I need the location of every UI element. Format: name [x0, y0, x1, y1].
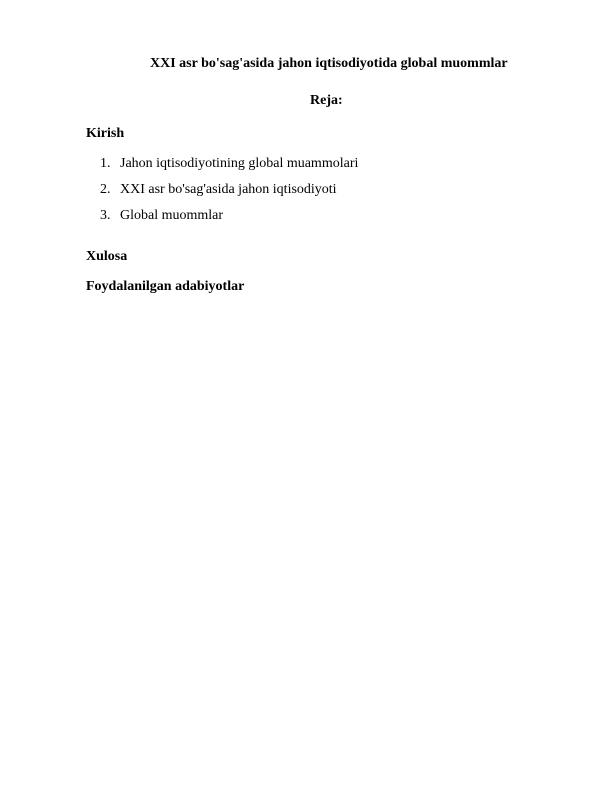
plan-list-item: [100, 182, 358, 208]
plan-label: Reja:: [310, 93, 343, 108]
conclusion-heading: Xulosa: [86, 249, 128, 264]
plan-list-item: [100, 208, 358, 234]
list-item-number: 2.: [100, 182, 111, 197]
list-item-text: Global muommlar: [120, 208, 224, 223]
list-item-number: 3.: [100, 208, 111, 223]
references-heading: Foydalanilgan adabiyotlar: [86, 279, 245, 294]
plan-list-item: [100, 156, 358, 182]
intro-heading: Kirish: [86, 126, 125, 141]
list-item-text: Jahon iqtisodiyotining global muammolari: [120, 156, 359, 171]
list-item-number: 1.: [100, 156, 111, 171]
document-title: XXI asr bo'sag'asida jahon iqtisodiyotida global muommlar: [150, 56, 508, 71]
plan-list: [100, 156, 358, 234]
list-item-text: XXI asr bo'sag'asida jahon iqtisodiyoti: [120, 182, 337, 197]
